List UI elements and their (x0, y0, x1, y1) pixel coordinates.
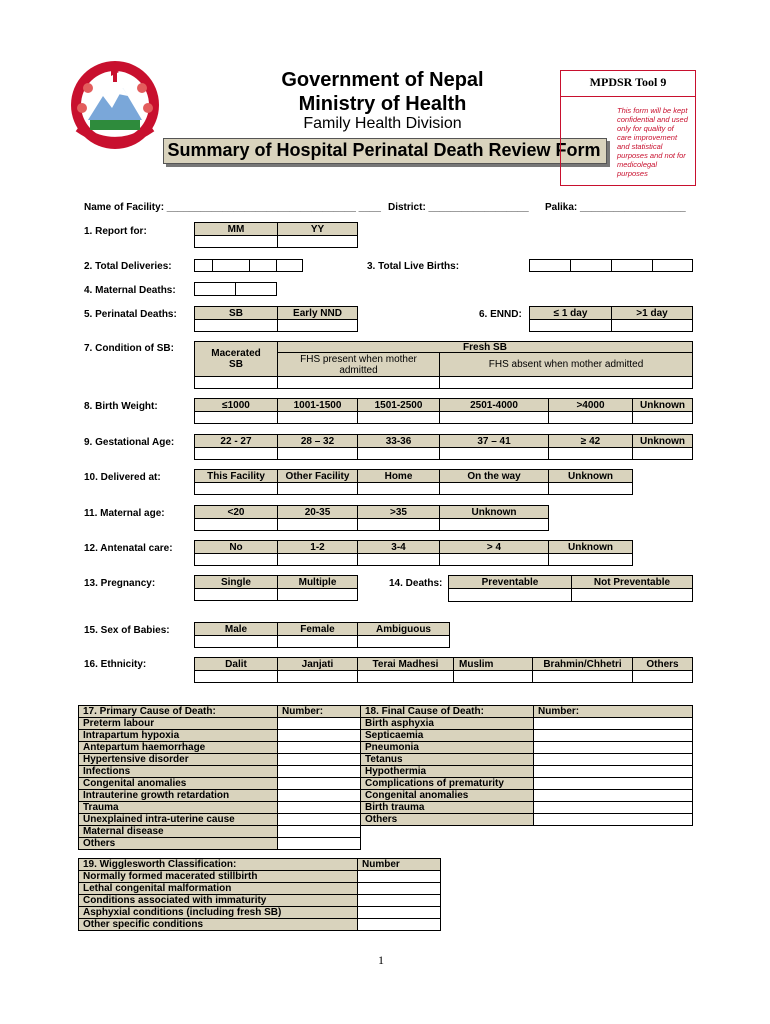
q18-number-header: Number: (534, 706, 693, 718)
q12-opt: > 4 (439, 540, 549, 554)
q6-opt2-input[interactable] (611, 319, 693, 332)
header-line-3: Family Health Division (303, 115, 462, 132)
q1-yy-input[interactable] (277, 235, 358, 248)
q18-number-input[interactable] (534, 790, 693, 802)
q3-box-3[interactable] (611, 259, 653, 272)
q13-input[interactable] (194, 588, 278, 601)
q4-label: 4. Maternal Deaths: (84, 285, 176, 296)
q16-input[interactable] (194, 670, 278, 683)
q7-macerated-input[interactable] (194, 376, 278, 389)
confidential-note: This form will be kept confidential and used only for quality of care improvement and statistical purposes and not for medicolegal purposes (617, 106, 688, 178)
q5-early-input[interactable] (277, 319, 358, 332)
palika-label[interactable]: Palika: ___________________ (545, 202, 686, 213)
q17-number-input[interactable] (278, 754, 361, 766)
q12-opt: 1-2 (277, 540, 358, 554)
q7-fhs-present-input[interactable] (277, 376, 440, 389)
q17-header: 17. Primary Cause of Death: (79, 706, 278, 718)
facility-name-label[interactable]: Name of Facility: __________________________________ ____ (84, 202, 381, 213)
q18-number-input[interactable] (534, 814, 693, 826)
q17-item: Congenital anomalies (79, 778, 278, 790)
q7-fresh: Fresh SB (277, 341, 693, 353)
q8-opt: >4000 (548, 398, 633, 412)
q18-number-input[interactable] (534, 802, 693, 814)
q14-opt: Preventable (448, 575, 572, 589)
q17-item: Infections (79, 766, 278, 778)
q15-opt: Male (194, 622, 278, 636)
q19-item: Asphyxial conditions (including fresh SB) (79, 907, 358, 919)
q9-input[interactable] (357, 447, 440, 460)
q1-yy: YY (277, 222, 358, 236)
q12-opt: Unknown (548, 540, 633, 554)
q16-opt: Dalit (194, 657, 278, 671)
q2-label: 2. Total Deliveries: (84, 261, 172, 272)
q3-box-4[interactable] (652, 259, 693, 272)
q10-input[interactable] (357, 482, 440, 495)
q18-item: Others (361, 814, 534, 826)
q13-input[interactable] (277, 588, 358, 601)
q18-number-input[interactable] (534, 730, 693, 742)
q17-item: Maternal disease (79, 826, 278, 838)
q19-number-input[interactable] (358, 907, 441, 919)
q19-number-input[interactable] (358, 919, 441, 931)
q6-opt2: >1 day (611, 306, 693, 320)
q15-input[interactable] (277, 635, 358, 648)
q18-number-input[interactable] (534, 742, 693, 754)
q16-label: 16. Ethnicity: (84, 659, 147, 670)
q19-item: Conditions associated with immaturity (79, 895, 358, 907)
q5-early-nnd: Early NND (277, 306, 358, 320)
q19-table (78, 858, 441, 931)
q15-input[interactable] (357, 635, 450, 648)
q6-opt1-input[interactable] (529, 319, 612, 332)
q16-input[interactable] (532, 670, 633, 683)
q18-number-input[interactable] (534, 778, 693, 790)
q15-label: 15. Sex of Babies: (84, 625, 170, 636)
tool-divider (560, 96, 696, 97)
q19-item: Normally formed macerated stillbirth (79, 871, 358, 883)
q7-label: 7. Condition of SB: (84, 343, 174, 354)
q17-item: Others (79, 838, 278, 850)
q18-item: Complications of prematurity (361, 778, 534, 790)
q19-number-input[interactable] (358, 871, 441, 883)
q10-input[interactable] (439, 482, 549, 495)
q17-table (78, 705, 361, 850)
q2-box-2[interactable] (212, 259, 250, 272)
q12-input[interactable] (194, 553, 278, 566)
q1-mm: MM (194, 222, 278, 236)
q17-number-input[interactable] (278, 790, 361, 802)
q8-opt: 2501-4000 (439, 398, 549, 412)
q9-opt: 33-36 (357, 434, 440, 448)
q7-fhs-absent: FHS absent when mother admitted (439, 352, 693, 377)
q17-item: Antepartum haemorrhage (79, 742, 278, 754)
q17-number-input[interactable] (278, 742, 361, 754)
q8-input[interactable] (632, 411, 693, 424)
q16-opt: Others (632, 657, 693, 671)
q10-opt: Unknown (548, 469, 633, 483)
q14-opt: Not Preventable (571, 575, 693, 589)
q9-opt: 22 - 27 (194, 434, 278, 448)
q18-table (360, 705, 693, 826)
q8-opt: Unknown (632, 398, 693, 412)
q8-input[interactable] (439, 411, 549, 424)
q3-box-2[interactable] (570, 259, 612, 272)
q10-opt: This Facility (194, 469, 278, 483)
q9-input[interactable] (439, 447, 549, 460)
q8-opt: 1001-1500 (277, 398, 358, 412)
q5-sb: SB (194, 306, 278, 320)
form-title: Summary of Hospital Perinatal Death Review Form (167, 140, 601, 160)
q11-input[interactable] (357, 518, 440, 531)
q14-input[interactable] (571, 588, 693, 602)
q11-input[interactable] (439, 518, 549, 531)
q12-input[interactable] (357, 553, 440, 566)
q10-label: 10. Delivered at: (84, 472, 161, 483)
q12-input[interactable] (548, 553, 633, 566)
q10-input[interactable] (548, 482, 633, 495)
q5-sb-input[interactable] (194, 319, 278, 332)
q8-input[interactable] (357, 411, 440, 424)
q7-fhs-present: FHS present when mother admitted (277, 352, 440, 377)
q17-number-input[interactable] (278, 814, 361, 826)
q1-mm-input[interactable] (194, 235, 278, 248)
q9-opt: 28 – 32 (277, 434, 358, 448)
page-number: 1 (378, 953, 384, 967)
q17-item: Intrauterine growth retardation (79, 790, 278, 802)
q8-label: 8. Birth Weight: (84, 401, 158, 412)
q17-item: Intrapartum hypoxia (79, 730, 278, 742)
q17-number-input[interactable] (278, 778, 361, 790)
q18-item: Hypothermia (361, 766, 534, 778)
q11-opt: >35 (357, 505, 440, 519)
q9-label: 9. Gestational Age: (84, 437, 175, 448)
q8-input[interactable] (194, 411, 278, 424)
q9-opt: 37 – 41 (439, 434, 549, 448)
q9-opt: ≥ 42 (548, 434, 633, 448)
q13-label: 13. Pregnancy: (84, 578, 156, 589)
q15-input[interactable] (194, 635, 278, 648)
q18-item: Congenital anomalies (361, 790, 534, 802)
q17-item: Preterm labour (79, 718, 278, 730)
q1-label: 1. Report for: (84, 226, 147, 237)
q16-opt: Muslim (453, 657, 533, 671)
header-line-1: Government of Nepal (281, 69, 484, 91)
q12-opt: 3-4 (357, 540, 440, 554)
q17-number-input[interactable] (278, 718, 361, 730)
q8-opt: ≤1000 (194, 398, 278, 412)
q9-input[interactable] (194, 447, 278, 460)
q17-number-input[interactable] (278, 766, 361, 778)
q8-input[interactable] (277, 411, 358, 424)
q19-header: 19. Wigglesworth Classification: (79, 859, 358, 871)
q6-opt1: ≤ 1 day (529, 306, 612, 320)
q17-item: Unexplained intra-uterine cause (79, 814, 278, 826)
q2-box-1[interactable] (194, 259, 213, 272)
q19-number-input[interactable] (358, 883, 441, 895)
q18-item: Pneumonia (361, 742, 534, 754)
header-line-2: Ministry of Health (298, 93, 467, 115)
q16-input[interactable] (357, 670, 454, 683)
q17-number-input[interactable] (278, 802, 361, 814)
q11-opt: <20 (194, 505, 278, 519)
q8-input[interactable] (548, 411, 633, 424)
tool-label: MPDSR Tool 9 (589, 75, 667, 89)
q6-label: 6. ENND: (479, 309, 522, 320)
q13-opt: Single (194, 575, 278, 589)
q10-input[interactable] (194, 482, 278, 495)
district-label[interactable]: District: __________________ (388, 202, 529, 213)
q18-number-input[interactable] (534, 754, 693, 766)
q18-number-input[interactable] (534, 766, 693, 778)
q17-number-header: Number: (278, 706, 361, 718)
q17-number-input[interactable] (278, 826, 361, 838)
q18-number-input[interactable] (534, 718, 693, 730)
q9-input[interactable] (277, 447, 358, 460)
q2-box-3[interactable] (249, 259, 277, 272)
q12-input[interactable] (277, 553, 358, 566)
q16-input[interactable] (453, 670, 533, 683)
q17-item: Hypertensive disorder (79, 754, 278, 766)
q14-input[interactable] (448, 588, 572, 602)
q9-input[interactable] (632, 447, 693, 460)
q18-item: Tetanus (361, 754, 534, 766)
q11-input[interactable] (277, 518, 358, 531)
q10-opt: On the way (439, 469, 549, 483)
q16-opt: Brahmin/Chhetri (532, 657, 633, 671)
q9-input[interactable] (548, 447, 633, 460)
q4-box-1[interactable] (194, 282, 236, 296)
q11-opt: Unknown (439, 505, 549, 519)
q18-item: Septicaemia (361, 730, 534, 742)
q2-box-4[interactable] (276, 259, 303, 272)
q5-label: 5. Perinatal Deaths: (84, 309, 177, 320)
q3-box-1[interactable] (529, 259, 571, 272)
q3-label: 3. Total Live Births: (367, 261, 460, 272)
q11-label: 11. Maternal age: (84, 508, 165, 519)
q17-item: Trauma (79, 802, 278, 814)
q10-input[interactable] (277, 482, 358, 495)
q7-fhs-absent-input[interactable] (439, 376, 693, 389)
q17-number-input[interactable] (278, 838, 361, 850)
q4-box-2[interactable] (235, 282, 277, 296)
q7-macerated: Macerated SB (194, 341, 278, 377)
q14-label: 14. Deaths: (389, 578, 443, 589)
q9-opt: Unknown (632, 434, 693, 448)
emblem-icon (68, 58, 162, 152)
q8-opt: 1501-2500 (357, 398, 440, 412)
q16-input[interactable] (277, 670, 358, 683)
q12-input[interactable] (439, 553, 549, 566)
q11-input[interactable] (194, 518, 278, 531)
q15-opt: Ambiguous (357, 622, 450, 636)
q12-label: 12. Antenatal care: (84, 543, 173, 554)
q10-opt: Other Facility (277, 469, 358, 483)
q19-number-input[interactable] (358, 895, 441, 907)
q18-header: 18. Final Cause of Death: (361, 706, 534, 718)
q16-opt: Terai Madhesi (357, 657, 454, 671)
q17-number-input[interactable] (278, 730, 361, 742)
q15-opt: Female (277, 622, 358, 636)
q19-item: Other specific conditions (79, 919, 358, 931)
q16-opt: Janjati (277, 657, 358, 671)
q16-input[interactable] (632, 670, 693, 683)
q12-opt: No (194, 540, 278, 554)
q11-opt: 20-35 (277, 505, 358, 519)
q18-item: Birth asphyxia (361, 718, 534, 730)
q19-number-header: Number (358, 859, 441, 871)
q10-opt: Home (357, 469, 440, 483)
q13-opt: Multiple (277, 575, 358, 589)
nepal-emblem (68, 58, 162, 152)
q19-item: Lethal congenital malformation (79, 883, 358, 895)
q18-item: Birth trauma (361, 802, 534, 814)
